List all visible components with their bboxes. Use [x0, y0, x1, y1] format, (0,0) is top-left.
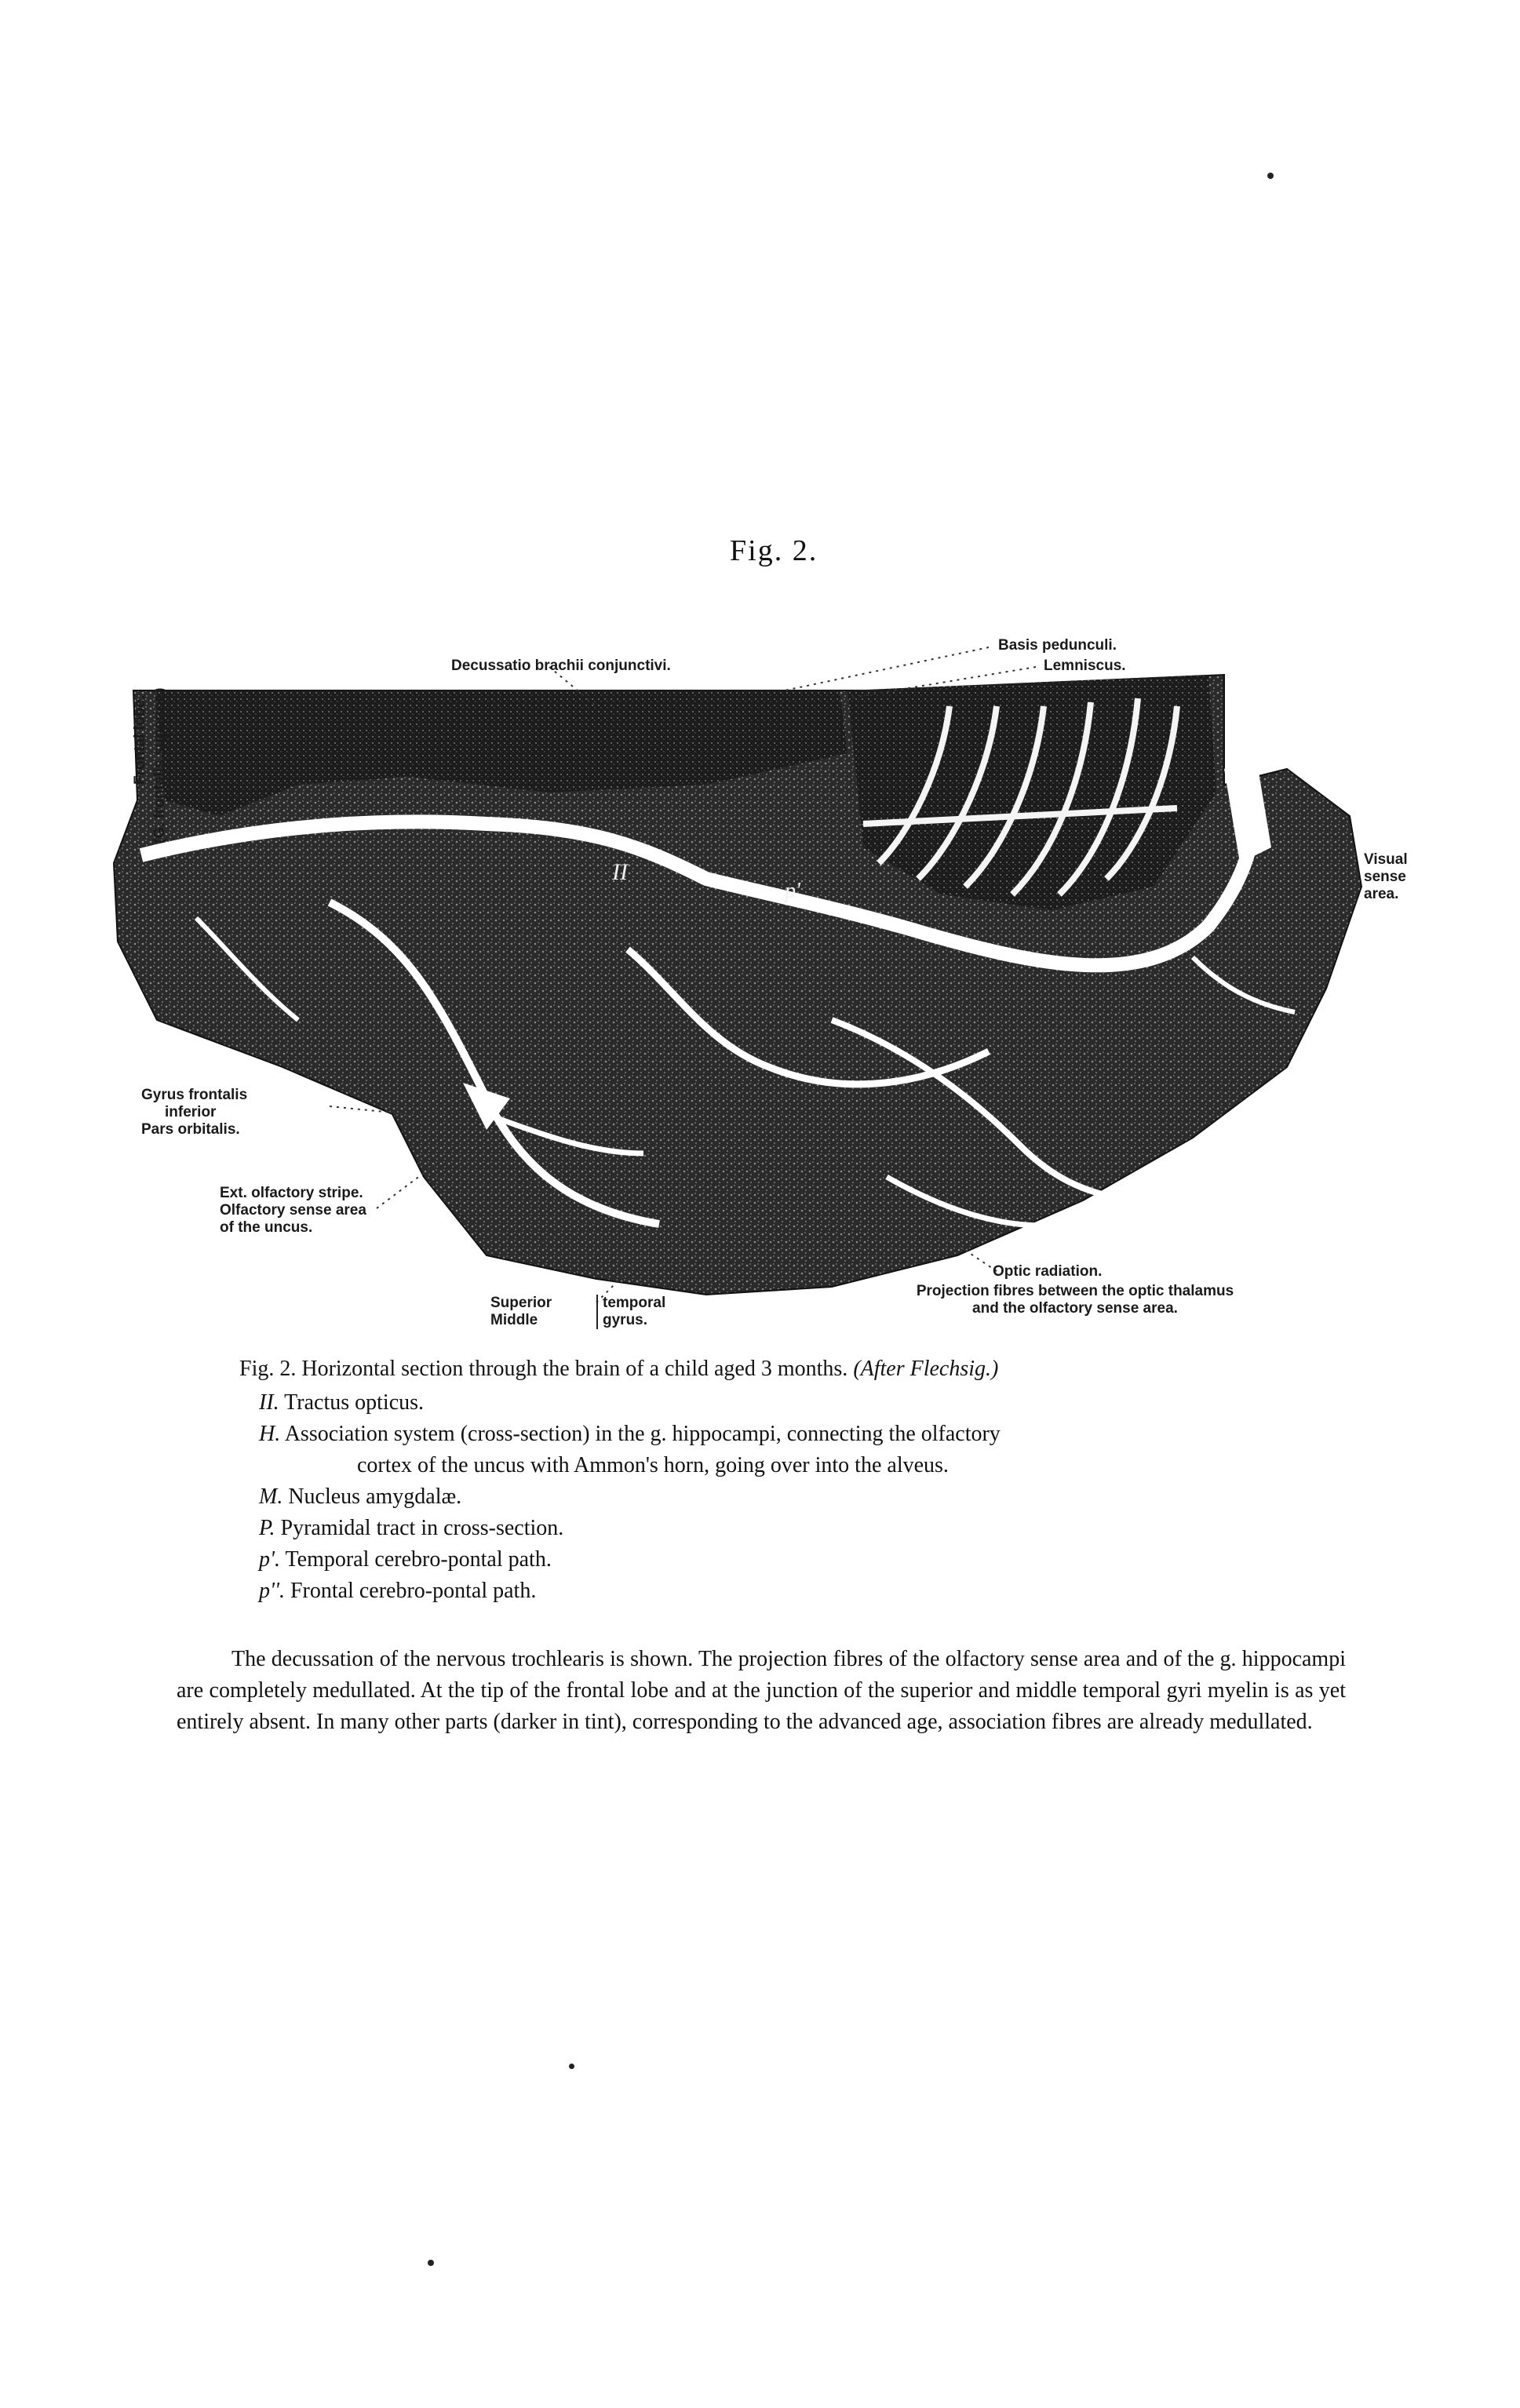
gyrus-frontalis-label: Gyrus frontalis inferior Pars orbitalis.: [141, 1087, 248, 1138]
visual-sense-area-label: Visual sense area.: [1364, 851, 1408, 902]
scan-speck: [1267, 173, 1274, 179]
basis-pedunculi-label: Basis pedunculi.: [998, 637, 1117, 654]
body-paragraph: The decussation of the nervous trochlearis is shown. The projection fibres of the olfactory sense area and of the g. hippocampi are completely medullated. At the tip of the frontal lobe and at the junction of the superior and middle temporal gyri myelin is as yet entirely absent. In many other parts (darker in tint), corresponding to the advanced age, association fibres are already medullated.: [177, 1647, 1346, 1734]
decussatio-label: Decussatio brachii conjunctivi.: [451, 658, 671, 674]
legend-item: p''. Frontal cerebro-pontal path.: [259, 1579, 537, 1603]
legend-item: P. Pyramidal tract in cross-section.: [259, 1516, 564, 1540]
legend-item: M. Nucleus amygdalæ.: [259, 1485, 462, 1509]
legend-item: p'. Temporal cerebro-pontal path.: [259, 1547, 552, 1572]
caption-credit: (After Flechsig.): [853, 1357, 999, 1381]
olfactory-stripe-label: Ext. olfactory stripe. Olfactory sense area of the uncus.: [220, 1185, 366, 1236]
g-frontalis-superior-label: (G. frontalis superior.): [151, 687, 168, 843]
legend-list: [259, 1387, 1358, 1607]
figure-title: Fig. 2.: [730, 534, 818, 567]
scan-speck: [428, 2260, 434, 2266]
figure-caption: [239, 1353, 1354, 1385]
legend-item-continuation: cortex of the uncus with Ammon's horn, going over into the alveus.: [357, 1453, 949, 1477]
caption-fig-label: Fig. 2.: [239, 1357, 297, 1381]
temporal-gyrus-label: temporal gyrus.: [596, 1295, 665, 1329]
marker-p1: p': [785, 879, 800, 903]
legend-item: II. Tractus opticus.: [259, 1390, 425, 1415]
frontal-lobe-label: Frontal lobe.: [132, 695, 148, 785]
lemniscus-label: Lemniscus.: [1044, 658, 1126, 674]
superior-middle-label: Superior Middle: [490, 1295, 552, 1328]
optic-radiation-label: Optic radiation.: [993, 1263, 1103, 1280]
projection-fibres-label: Projection fibres between the optic thalamus and the olfactory sense area.: [916, 1283, 1234, 1317]
caption-text: Horizontal section through the brain of a child aged 3 months.: [301, 1357, 848, 1381]
legend-item: H. Association system (cross-section) in the g. hippocampi, connecting the olfactory: [259, 1422, 1001, 1446]
scan-speck: [569, 2064, 574, 2069]
marker-ii: II: [612, 859, 628, 885]
